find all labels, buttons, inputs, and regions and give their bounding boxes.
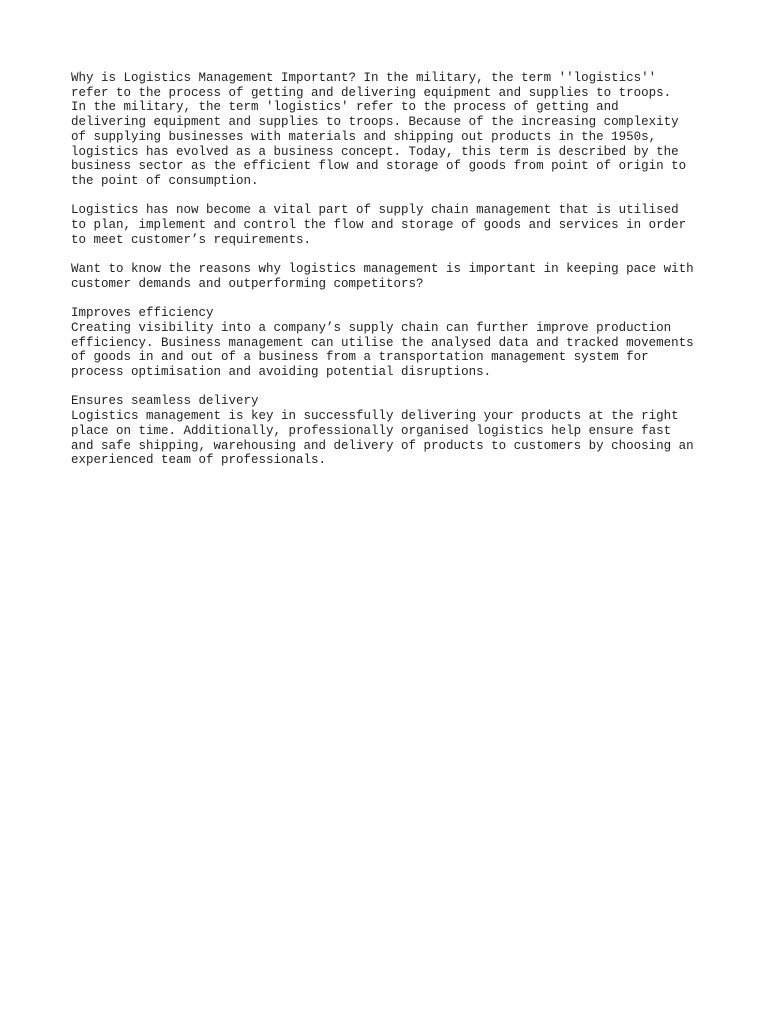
text-line: to meet customer’s requirements. [71, 232, 312, 247]
text-line: customer demands and outperforming competitors? [71, 276, 424, 291]
text-line: refer to the process of getting and delivering equipment and supplies to troops. [71, 85, 672, 100]
text-line: Want to know the reasons why logistics management is important in keeping pace with [71, 262, 694, 277]
text-line: process optimisation and avoiding potential disruptions. [71, 365, 492, 380]
paragraph-seamless-delivery [71, 394, 711, 468]
paragraph-intro [71, 71, 711, 189]
text-line: business sector as the efficient flow and storage of goods from point of origin to [71, 159, 687, 174]
text-line: of goods in and out of a business from a transportation management system for [71, 350, 649, 365]
text-line: delivering equipment and supplies to troops. Because of the increasing complexity [71, 115, 679, 130]
paragraph-reasons [71, 262, 711, 291]
text-line: In the military, the term 'logistics' refer to the process of getting and [71, 100, 619, 115]
section-heading: Improves efficiency [71, 306, 214, 321]
text-line: Logistics has now become a vital part of supply chain management that is utilised [71, 203, 679, 218]
section-heading: Ensures seamless delivery [71, 394, 259, 409]
text-line: the point of consumption. [71, 173, 259, 188]
text-line: logistics has evolved as a business concept. Today, this term is described by the [71, 144, 679, 159]
paragraph-supply-chain [71, 203, 711, 247]
document-page [71, 71, 711, 483]
text-line: Creating visibility into a company’s supply chain can further improve production [71, 320, 672, 335]
text-line: and safe shipping, warehousing and delivery of products to customers by choosing an [71, 438, 694, 453]
text-line: place on time. Additionally, professionally organised logistics help ensure fast [71, 423, 672, 438]
text-line: to plan, implement and control the flow and storage of goods and services in order [71, 218, 687, 233]
paragraph-improves-efficiency [71, 306, 711, 380]
text-line: of supplying businesses with materials and shipping out products in the 1950s, [71, 129, 657, 144]
text-line: Why is Logistics Management Important? In the military, the term ''logistics'' [71, 71, 657, 85]
text-line: efficiency. Business management can utilise the analysed data and tracked movements [71, 335, 694, 350]
text-line: experienced team of professionals. [71, 453, 327, 468]
text-line: Logistics management is key in successfully delivering your products at the right [71, 409, 679, 424]
